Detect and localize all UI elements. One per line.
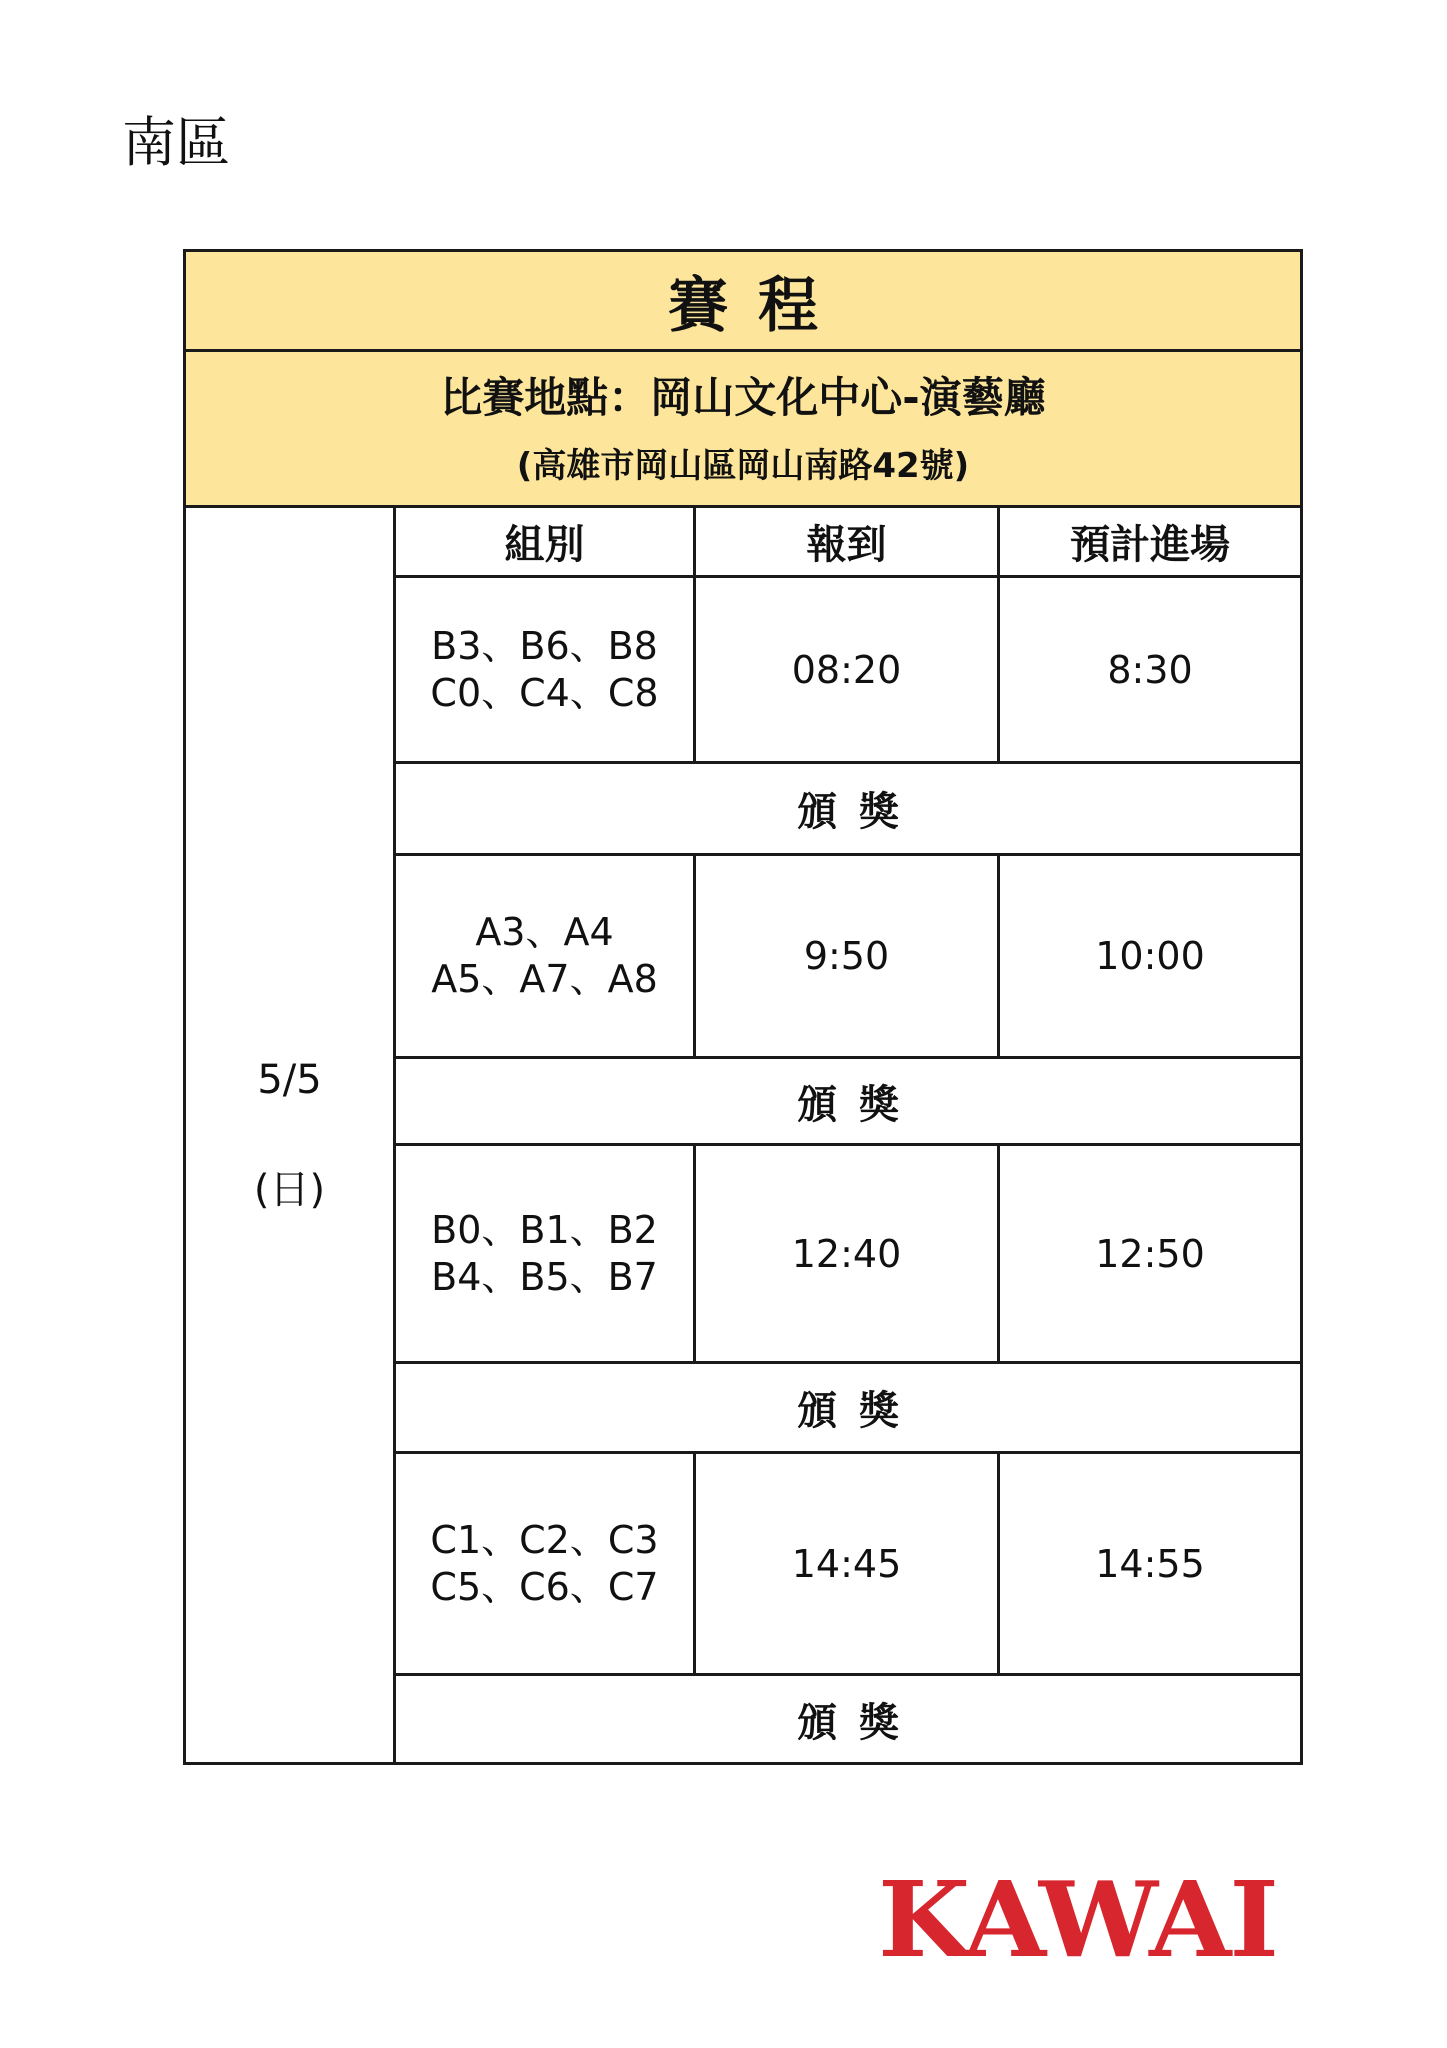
checkin-time: 9:50	[695, 855, 999, 1058]
award-ceremony: 頒獎	[395, 1058, 1302, 1145]
session-groups	[395, 855, 695, 1058]
schedule-table	[183, 249, 1303, 1765]
date-label: 5/5	[257, 1057, 322, 1103]
checkin-time: 14:45	[695, 1453, 999, 1675]
session-groups	[395, 577, 695, 763]
date-cell	[185, 507, 395, 1764]
checkin-time: 08:20	[695, 577, 999, 763]
checkin-time: 12:40	[695, 1145, 999, 1363]
column-header-checkin: 報到	[695, 507, 999, 577]
groups-line: A5、A7、A8	[431, 957, 658, 1001]
groups-line: B4、B5、B7	[431, 1254, 658, 1299]
award-ceremony: 頒獎	[395, 1675, 1302, 1764]
entry-time: 12:50	[999, 1145, 1302, 1363]
groups-line: C1、C2、C3	[430, 1517, 659, 1562]
venue-cell	[185, 351, 1302, 507]
column-header-row	[185, 507, 1302, 577]
entry-time: 14:55	[999, 1453, 1302, 1675]
groups-line: B0、B1、B2	[431, 1207, 658, 1252]
entry-time: 8:30	[999, 577, 1302, 763]
groups-line: B3、B6、B8	[431, 623, 658, 668]
venue-row	[185, 351, 1302, 507]
weekday-label: (日)	[253, 1167, 326, 1213]
kawai-logo: KAWAI	[878, 1858, 1277, 1981]
award-ceremony: 頒獎	[395, 1363, 1302, 1453]
groups-line: A3、A4	[475, 910, 614, 954]
venue-label: 比賽地點：岡山文化中心-演藝廳	[440, 373, 1046, 422]
column-header-entry: 預計進場	[999, 507, 1302, 577]
title-row	[185, 251, 1302, 351]
groups-line: C5、C6、C7	[430, 1564, 659, 1609]
venue-address: (高雄市岡山區岡山南路42號)	[516, 446, 970, 486]
entry-time: 10:00	[999, 855, 1302, 1058]
schedule-title: 賽程	[185, 251, 1302, 351]
column-header-group: 組別	[395, 507, 695, 577]
region-title: 南區	[122, 111, 230, 174]
groups-line: C0、C4、C8	[430, 670, 659, 715]
award-ceremony: 頒獎	[395, 763, 1302, 855]
session-groups	[395, 1453, 695, 1675]
session-groups	[395, 1145, 695, 1363]
